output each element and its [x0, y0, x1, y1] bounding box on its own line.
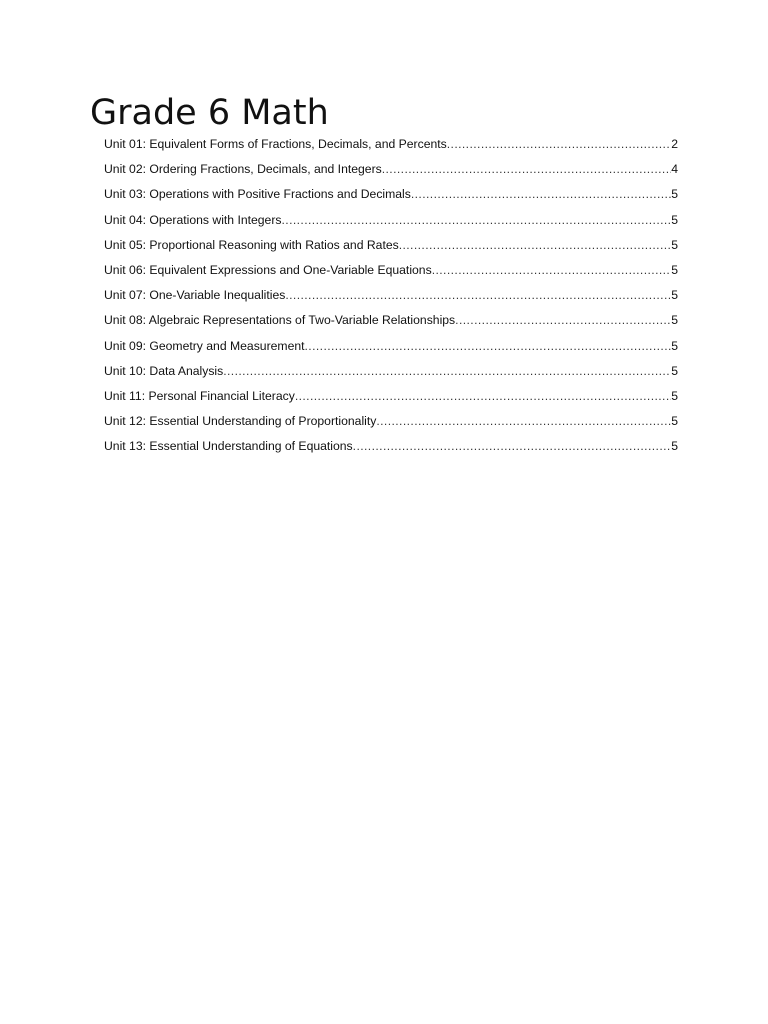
- toc-dot-leader: [295, 386, 671, 406]
- toc-entry-unit-01[interactable]: [104, 134, 678, 159]
- toc-entry-unit-13[interactable]: [104, 436, 678, 461]
- document-title: Grade 6 Math: [90, 93, 329, 133]
- toc-entry-label: Unit 02: Ordering Fractions, Decimals, and Integers: [104, 162, 382, 177]
- table-of-contents: [104, 134, 678, 461]
- toc-entry-label: Unit 07: One-Variable Inequalities: [104, 288, 286, 303]
- toc-entry-unit-07[interactable]: [104, 285, 678, 310]
- toc-page-number: 5: [671, 439, 678, 454]
- toc-entry-label: Unit 10: Data Analysis: [104, 363, 224, 378]
- toc-page-number: 5: [671, 363, 678, 378]
- toc-entry-label: Unit 01: Equivalent Forms of Fractions, Decimals, and Percents: [104, 137, 447, 151]
- toc-dot-leader: [305, 336, 672, 356]
- toc-dot-leader: [455, 310, 671, 330]
- toc-entry-label: Unit 09: Geometry and Measurement: [104, 338, 305, 353]
- toc-entry-unit-04[interactable]: [104, 210, 678, 235]
- toc-dot-leader: [399, 235, 672, 255]
- toc-dot-leader: [432, 260, 672, 280]
- toc-dot-leader: [285, 285, 671, 305]
- toc-dot-leader: [282, 210, 672, 230]
- toc-dot-leader: [382, 159, 671, 179]
- toc-entry-unit-10[interactable]: [104, 361, 678, 386]
- toc-page-number: 5: [671, 414, 678, 429]
- toc-entry-label: Unit 11: Personal Financial Literacy: [104, 388, 295, 403]
- toc-entry-unit-11[interactable]: [104, 386, 678, 411]
- toc-entry-unit-06[interactable]: [104, 260, 678, 285]
- toc-page-number: 5: [671, 187, 678, 202]
- toc-entry-unit-09[interactable]: [104, 336, 678, 361]
- toc-entry-label: Unit 12: Essential Understanding of Proportionality: [104, 414, 377, 429]
- toc-dot-leader: [353, 436, 672, 456]
- toc-entry-label: Unit 05: Proportional Reasoning with Ratios and Rates: [104, 237, 399, 252]
- toc-page-number: 2: [671, 137, 678, 151]
- toc-page-number: 5: [671, 288, 678, 303]
- toc-entry-unit-03[interactable]: [104, 184, 678, 209]
- toc-page-number: 5: [671, 212, 678, 227]
- toc-entry-label: Unit 13: Essential Understanding of Equations: [104, 439, 353, 454]
- toc-entry-label: Unit 08: Algebraic Representations of Two-Variable Relationships: [104, 313, 456, 328]
- toc-dot-leader: [223, 361, 671, 381]
- toc-page-number: 5: [671, 262, 678, 277]
- toc-page-number: 4: [671, 162, 678, 177]
- toc-entry-unit-05[interactable]: [104, 235, 678, 260]
- toc-entry-unit-12[interactable]: [104, 411, 678, 436]
- toc-dot-leader: [411, 184, 671, 204]
- toc-page-number: 5: [671, 237, 678, 252]
- toc-entry-unit-02[interactable]: [104, 159, 678, 184]
- toc-page-number: 5: [671, 338, 678, 353]
- toc-page-number: 5: [671, 313, 678, 328]
- toc-entry-label: Unit 06: Equivalent Expressions and One-Variable Equations: [104, 262, 432, 277]
- toc-dot-leader: [376, 411, 671, 431]
- toc-entry-unit-08[interactable]: [104, 310, 678, 335]
- toc-dot-leader: [447, 134, 671, 154]
- toc-entry-label: Unit 03: Operations with Positive Fractions and Decimals: [104, 187, 411, 202]
- toc-entry-label: Unit 04: Operations with Integers: [104, 212, 282, 227]
- toc-page-number: 5: [671, 388, 678, 403]
